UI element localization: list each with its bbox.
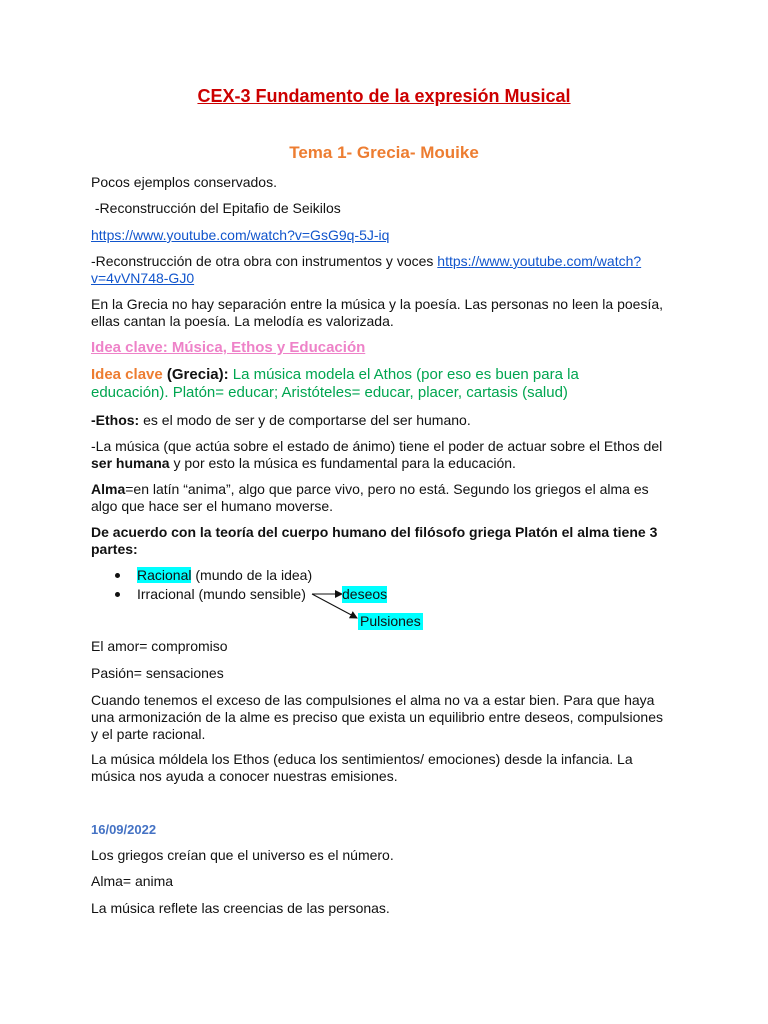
list-item-irracional <box>91 586 312 605</box>
paragraph-otra-obra <box>91 253 641 287</box>
idea-clave-label: Idea clave <box>91 366 163 383</box>
idea-clave-text-1: La música modela el Athos (por eso es buen para la <box>228 366 579 383</box>
paragraph-ethos <box>91 412 471 429</box>
paragraph-idea-clave <box>91 366 579 402</box>
date-heading: 16/09/2022 <box>91 822 157 837</box>
grecia-line-1: En la Grecia no hay separación entre la música y la poesía. Las personas no leen la poesía, <box>91 296 664 312</box>
racional-highlight: Racional <box>137 567 192 583</box>
paragraph-griegos: Los griegos creían que el universo es el número. <box>91 847 394 863</box>
document-title: CEX-3 Fundamento de la expresión Musical <box>197 86 571 106</box>
otra-obra-text: -Reconstrucción de otra obra con instrumentos y voces <box>91 253 438 269</box>
paragraph-refleje: La música reflete las creencias de las personas. <box>91 900 390 916</box>
paragraph-pocos: Pocos ejemplos conservados. <box>91 174 277 190</box>
paragraph-grecia <box>91 296 663 330</box>
pulsiones-label: Pulsiones <box>360 613 421 629</box>
topic-heading: Tema 1- Grecia- Mouike <box>289 143 479 162</box>
idea-clave-text-2: educación). Platón= educar; Aristóteles= educar, placer, cartasis (salud) <box>91 384 568 401</box>
deseos-label: deseos <box>342 586 388 602</box>
alma-partes-list <box>91 567 312 605</box>
musica-bold: ser humana <box>91 455 170 471</box>
paragraph-moldela <box>91 751 633 785</box>
alma-line-2: algo que hace ser el humano moverse. <box>91 498 334 514</box>
musica-line-2: y por esto la música es fundamental para la educación. <box>169 455 516 471</box>
list-item-racional <box>91 567 312 586</box>
paragraph-reconstruccion: -Reconstrucción del Epitafio de Seikilos <box>91 200 341 216</box>
paragraph-pasion: Pasión= sensaciones <box>91 665 224 681</box>
youtube-link-seikilos[interactable]: https://www.youtube.com/watch?v=GsG9q-5J-iq <box>91 227 390 243</box>
cuando-line-2: una armonización de la alme es preciso que exista un equilibrio entre deseos, compulsiones <box>91 709 663 725</box>
paragraph-alma <box>91 481 649 515</box>
racional-text: (mundo de la idea) <box>191 567 313 583</box>
idea-clave-heading: Idea clave: Música, Ethos y Educación <box>91 339 366 356</box>
paragraph-musica-ethos <box>91 438 662 472</box>
grecia-label: (Grecia): <box>162 366 229 383</box>
alma-line-1: =en latín “anima”, algo que parce vivo, pero no está. Segundo los griegos el alma es <box>125 481 649 497</box>
cuando-line-1: Cuando tenemos el exceso de las compulsiones el alma no va a estar bien. Para que haya <box>91 692 655 708</box>
musica-line-1: -La música (que actúa sobre el estado de ánimo) tiene el poder de actuar sobre el Ethos del <box>91 438 663 454</box>
paragraph-alma-anima: Alma= anima <box>91 873 174 889</box>
ethos-text: es el modo de ser y de comportarse del ser humano. <box>139 412 471 428</box>
paragraph-cuando <box>91 692 663 743</box>
moldela-line-2: música nos ayuda a conocer nuestras emisiones. <box>91 768 398 784</box>
moldela-line-1: La música móldela los Ethos (educa los sentimientos/ emociones) desde la infancia. La <box>91 751 633 767</box>
paragraph-amor: El amor= compromiso <box>91 638 228 654</box>
grecia-line-2: ellas cantan la poesía. La melodía es valorizada. <box>91 313 394 329</box>
ethos-label: -Ethos: <box>91 412 140 428</box>
teoria-line-2: partes: <box>91 541 138 557</box>
teoria-line-1: De acuerdo con la teoría del cuerpo humano del filósofo griega Platón el alma tiene 3 <box>91 524 658 540</box>
cuando-line-3: y el parte racional. <box>91 726 206 742</box>
alma-label: Alma <box>91 481 126 497</box>
youtube-link-otra-obra[interactable]: https://www.youtube.com/watch? <box>437 253 642 269</box>
youtube-link-otra-obra-cont[interactable]: v=4vVN748-GJ0 <box>91 270 195 286</box>
irracional-text: Irracional (mundo sensible) <box>137 586 306 602</box>
paragraph-teoria <box>91 524 657 558</box>
